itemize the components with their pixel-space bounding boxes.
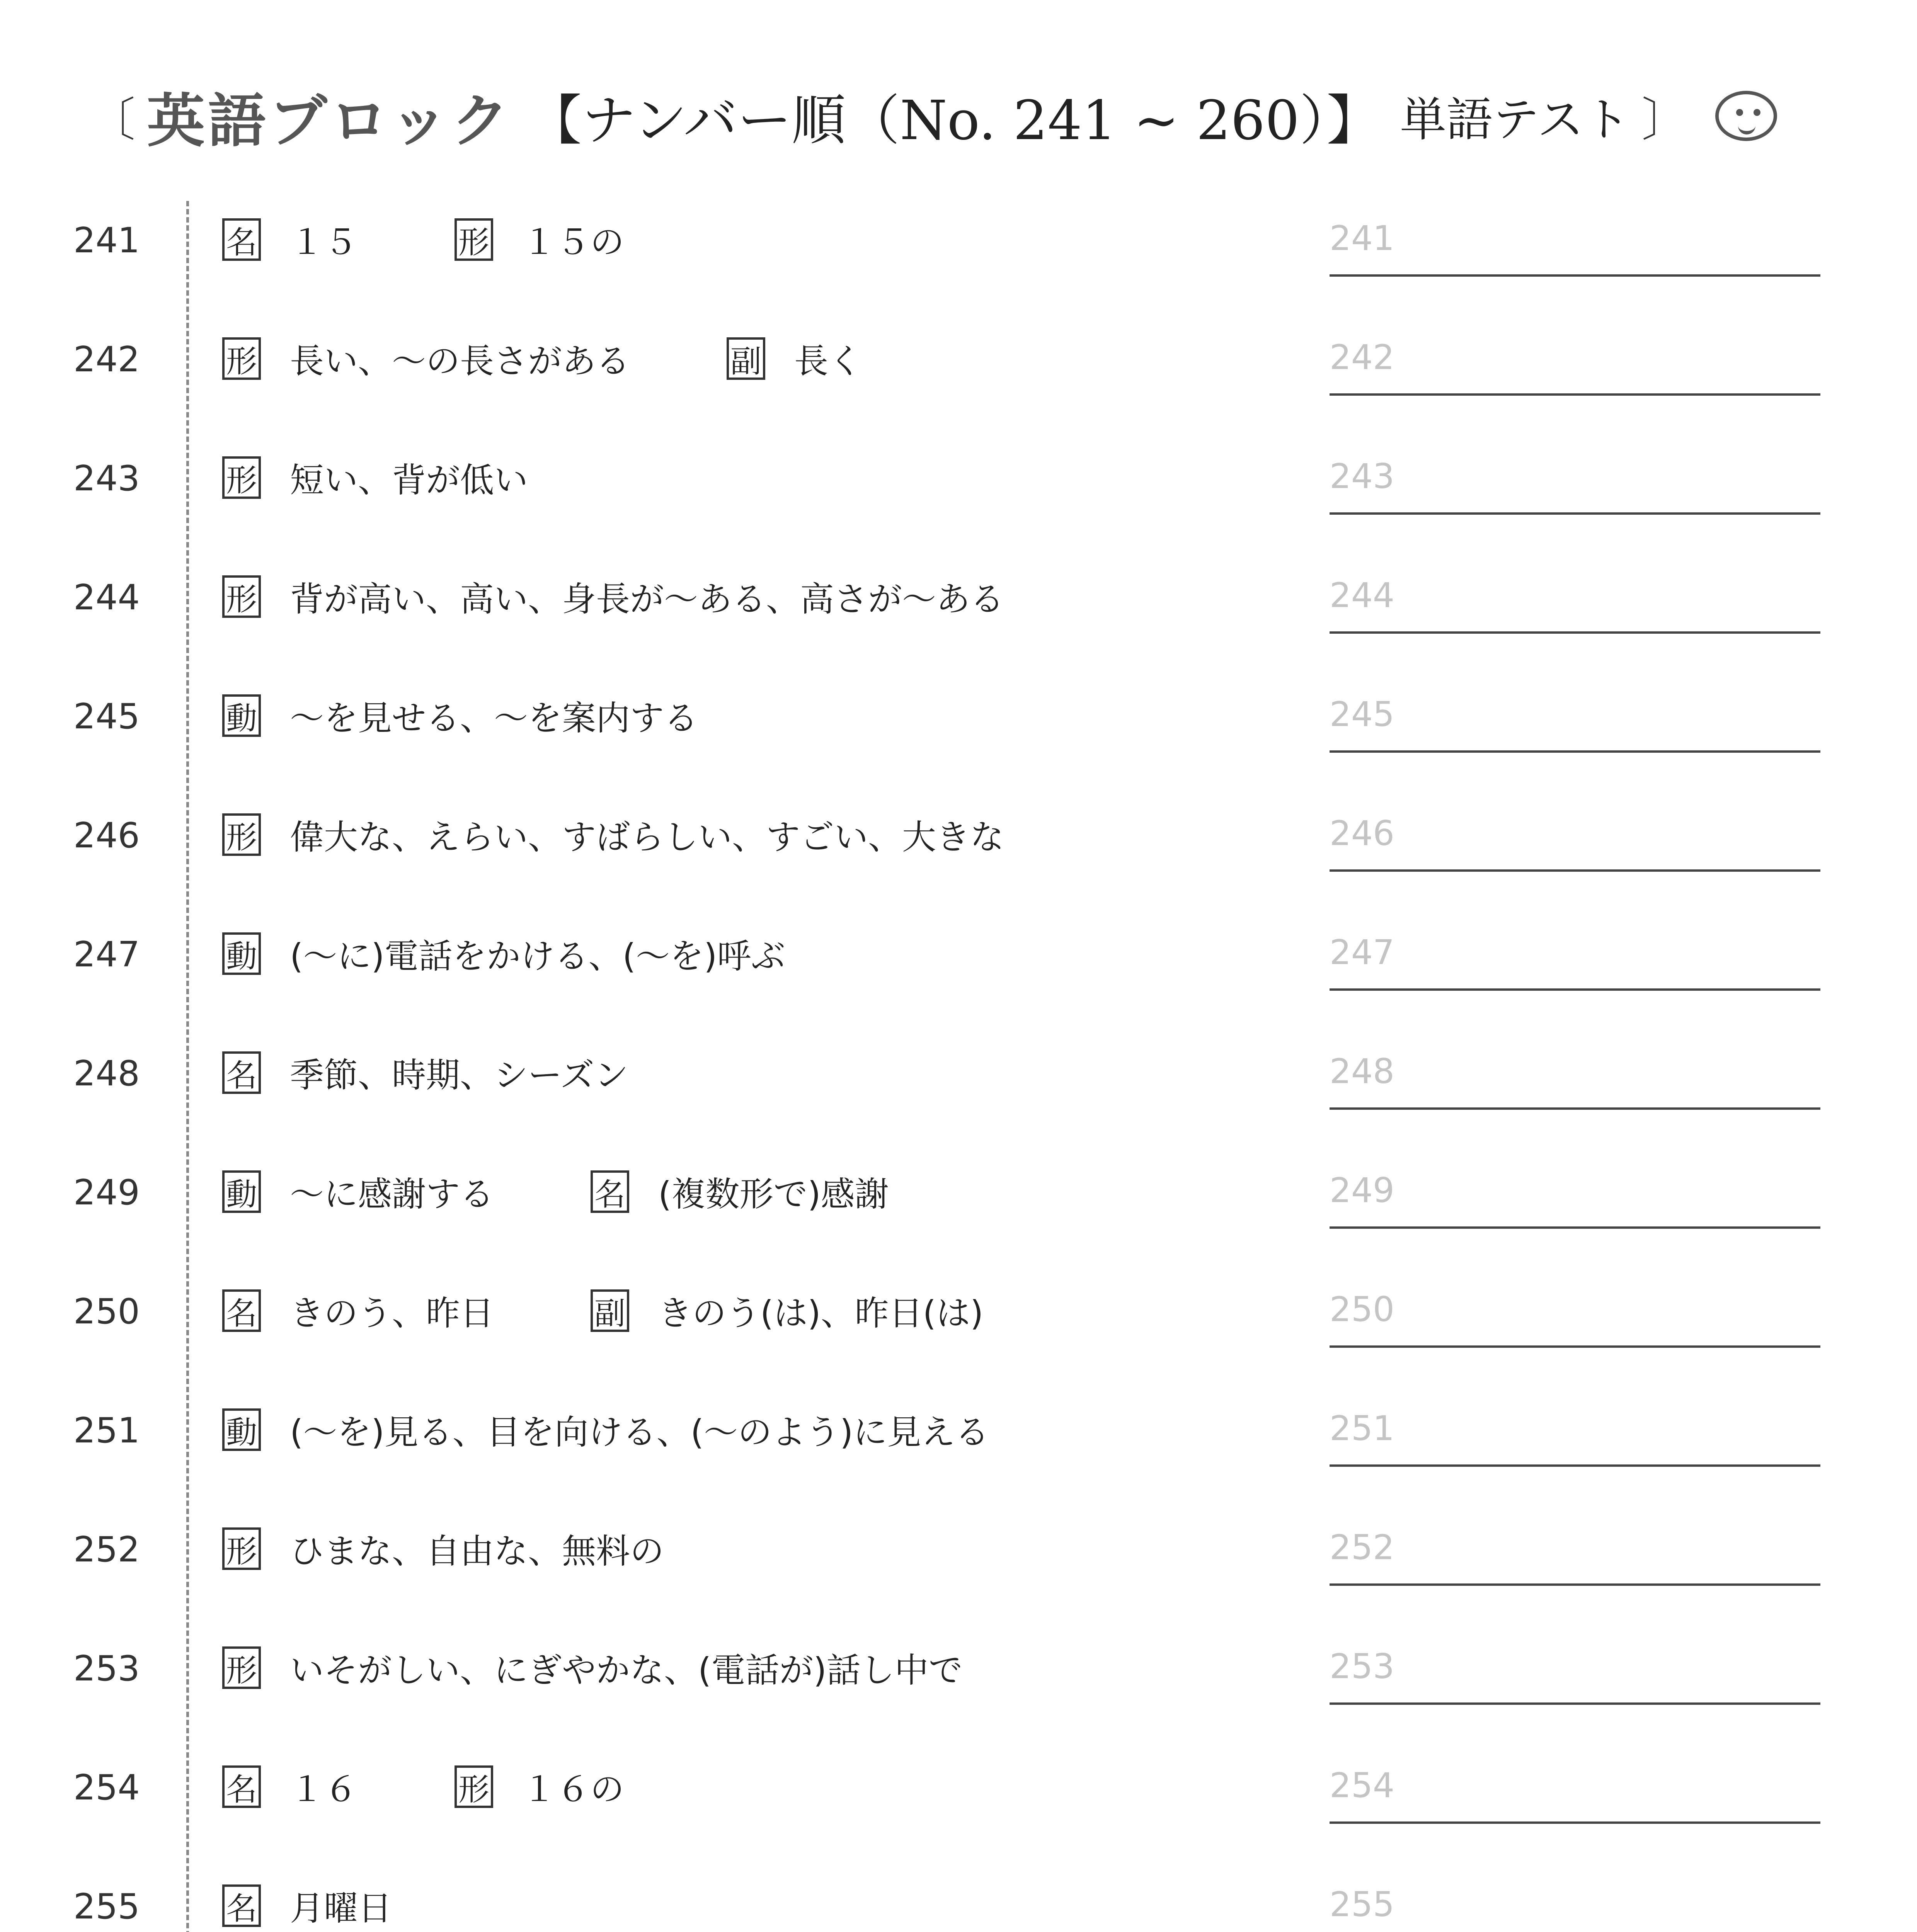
answer-line[interactable]	[1330, 1226, 1820, 1229]
answer-line[interactable]	[1330, 1107, 1820, 1110]
answer-line[interactable]	[1330, 1464, 1820, 1467]
word-row	[0, 1015, 1917, 1134]
answer-line[interactable]	[1330, 1583, 1820, 1586]
definition-segment	[727, 334, 862, 383]
part-of-speech-badge: 動	[222, 694, 261, 737]
item-number: 243	[73, 458, 140, 499]
answer-field-number: 253	[1330, 1646, 1394, 1686]
item-number: 248	[73, 1053, 140, 1094]
meaning-text: １５	[290, 222, 358, 262]
answer-field-number: 246	[1330, 813, 1394, 853]
meaning-text: 背が高い、高い、身長が～ある、高さが～ある	[290, 579, 1004, 619]
definition-segment	[455, 215, 624, 264]
word-row	[0, 896, 1917, 1015]
definition-segment	[222, 1048, 628, 1097]
meaning-text: (～に)電話をかける、(～を)呼ぶ	[290, 936, 785, 976]
definitions	[222, 1645, 1059, 1691]
page-title: 【ナンバー順（No. 241 ~ 260）】	[528, 89, 1381, 152]
word-list	[0, 182, 1917, 1932]
definitions	[222, 335, 959, 382]
answer-field-number: 255	[1330, 1884, 1394, 1924]
meaning-text: 短い、背が低い	[290, 460, 528, 500]
definitions	[222, 1049, 725, 1096]
word-row	[0, 1134, 1917, 1253]
definition-segment	[222, 1167, 494, 1216]
word-row	[0, 301, 1917, 420]
definition-segment	[222, 572, 1004, 621]
meaning-text: １６	[290, 1769, 358, 1809]
answer-field-number: 245	[1330, 694, 1394, 734]
header	[77, 66, 1817, 166]
part-of-speech-badge: 名	[222, 1051, 261, 1094]
smiley-face-icon	[1715, 91, 1777, 141]
meaning-text: 月曜日	[290, 1888, 392, 1928]
meaning-text: 長く	[794, 341, 863, 381]
definition-segment	[222, 1286, 494, 1335]
word-row	[0, 777, 1917, 896]
item-number: 241	[73, 220, 140, 261]
meaning-text: １５の	[522, 222, 625, 262]
item-number: 254	[73, 1767, 140, 1808]
item-number: 255	[73, 1886, 140, 1927]
definitions	[222, 1764, 721, 1810]
logo: 英語ブロック	[147, 88, 512, 155]
answer-field-number: 252	[1330, 1527, 1394, 1567]
answer-field-number: 250	[1330, 1289, 1394, 1329]
definitions	[222, 216, 721, 263]
item-number: 244	[73, 577, 140, 618]
item-number: 245	[73, 696, 140, 737]
definition-segment	[222, 1643, 963, 1692]
part-of-speech-badge: 動	[222, 1170, 261, 1213]
definitions	[222, 573, 1101, 620]
definitions	[222, 692, 795, 739]
word-row	[0, 182, 1917, 301]
item-number: 242	[73, 339, 140, 380]
meaning-text: (～を)見る、目を向ける、(～のよう)に見える	[290, 1412, 989, 1452]
definitions	[222, 454, 625, 501]
meaning-text: １６の	[522, 1769, 625, 1809]
definition-segment	[222, 929, 785, 978]
answer-line[interactable]	[1330, 512, 1820, 515]
answer-field-number: 251	[1330, 1408, 1394, 1448]
item-number: 251	[73, 1410, 140, 1451]
answer-field-number: 247	[1330, 932, 1394, 972]
item-number: 249	[73, 1172, 140, 1213]
word-row	[0, 1848, 1917, 1932]
definition-segment	[222, 453, 528, 502]
part-of-speech-badge: 副	[591, 1289, 629, 1332]
item-number: 246	[73, 815, 140, 856]
word-row	[0, 1491, 1917, 1610]
definition-segment	[222, 1881, 392, 1930]
answer-field-number: 241	[1330, 218, 1394, 258]
answer-line[interactable]	[1330, 631, 1820, 634]
meaning-text: きのう、昨日	[290, 1293, 494, 1333]
part-of-speech-badge: 名	[591, 1170, 629, 1213]
definitions	[222, 1406, 1086, 1453]
answer-line[interactable]	[1330, 1345, 1820, 1348]
part-of-speech-badge: 形	[455, 218, 493, 261]
meaning-text: きのう(は)、昨日(は)	[658, 1293, 984, 1333]
meaning-text: ～を見せる、～を案内する	[290, 698, 698, 738]
part-of-speech-badge: 形	[222, 456, 261, 499]
meaning-text: 偉大な、えらい、すばらしい、すごい、大きな	[290, 817, 1004, 857]
answer-field-number: 249	[1330, 1170, 1394, 1210]
part-of-speech-badge: 形	[222, 575, 261, 618]
answer-field-number: 242	[1330, 337, 1394, 377]
word-row	[0, 1610, 1917, 1729]
meaning-text: 季節、時期、シーズン	[290, 1055, 628, 1095]
meaning-text: ひまな、自由な、無料の	[290, 1531, 664, 1571]
part-of-speech-badge: 副	[727, 337, 765, 380]
word-row	[0, 420, 1917, 539]
answer-field-number: 244	[1330, 575, 1394, 615]
definition-segment	[455, 1762, 624, 1811]
definitions	[222, 930, 882, 977]
item-number: 250	[73, 1291, 140, 1332]
answer-line[interactable]	[1330, 988, 1820, 991]
item-number: 253	[73, 1648, 140, 1689]
meaning-text: (複数形で)感謝	[658, 1174, 889, 1214]
definitions	[222, 1883, 489, 1929]
answer-line[interactable]	[1330, 869, 1820, 872]
part-of-speech-badge: 形	[222, 1646, 261, 1689]
part-of-speech-badge: 動	[222, 1408, 261, 1451]
answer-line[interactable]	[1330, 393, 1820, 396]
part-of-speech-badge: 名	[222, 1884, 261, 1927]
word-row	[0, 539, 1917, 658]
definition-segment	[222, 1524, 664, 1573]
meaning-text: 長い、～の長さがある	[290, 341, 630, 381]
definitions	[222, 1168, 986, 1215]
word-row	[0, 1729, 1917, 1848]
answer-field-number: 248	[1330, 1051, 1394, 1091]
definition-segment	[222, 810, 1004, 859]
header-bracket-right: 〕	[1641, 93, 1688, 147]
answer-line[interactable]	[1330, 1702, 1820, 1705]
definition-segment	[222, 1405, 989, 1454]
definitions	[222, 811, 1101, 858]
definition-segment	[222, 334, 630, 383]
header-bracket-left: 〔	[89, 93, 135, 147]
answer-field-number: 254	[1330, 1765, 1394, 1805]
part-of-speech-badge: 名	[222, 1289, 261, 1332]
answer-field-number: 243	[1330, 456, 1394, 496]
part-of-speech-badge: 形	[455, 1765, 493, 1808]
part-of-speech-badge: 形	[222, 337, 261, 380]
page-subtitle: 単語テスト	[1400, 93, 1630, 147]
definition-segment	[222, 215, 358, 264]
word-row	[0, 1372, 1917, 1491]
part-of-speech-badge: 動	[222, 932, 261, 975]
answer-line[interactable]	[1330, 750, 1820, 753]
definitions	[222, 1526, 761, 1572]
definition-segment	[591, 1167, 889, 1216]
definitions	[222, 1287, 1080, 1334]
meaning-text: いそがしい、にぎやかな、(電話が)話し中で	[290, 1650, 963, 1690]
part-of-speech-badge: 名	[222, 1765, 261, 1808]
definition-segment	[591, 1286, 983, 1335]
part-of-speech-badge: 形	[222, 813, 261, 856]
part-of-speech-badge: 名	[222, 218, 261, 261]
meaning-text: ～に感謝する	[290, 1174, 494, 1214]
answer-line[interactable]	[1330, 274, 1820, 277]
part-of-speech-badge: 形	[222, 1527, 261, 1570]
definition-segment	[222, 1762, 358, 1811]
word-row	[0, 1253, 1917, 1372]
word-row	[0, 658, 1917, 777]
item-number: 252	[73, 1529, 140, 1570]
answer-line[interactable]	[1330, 1821, 1820, 1824]
item-number: 247	[73, 934, 140, 975]
definition-segment	[222, 691, 698, 740]
